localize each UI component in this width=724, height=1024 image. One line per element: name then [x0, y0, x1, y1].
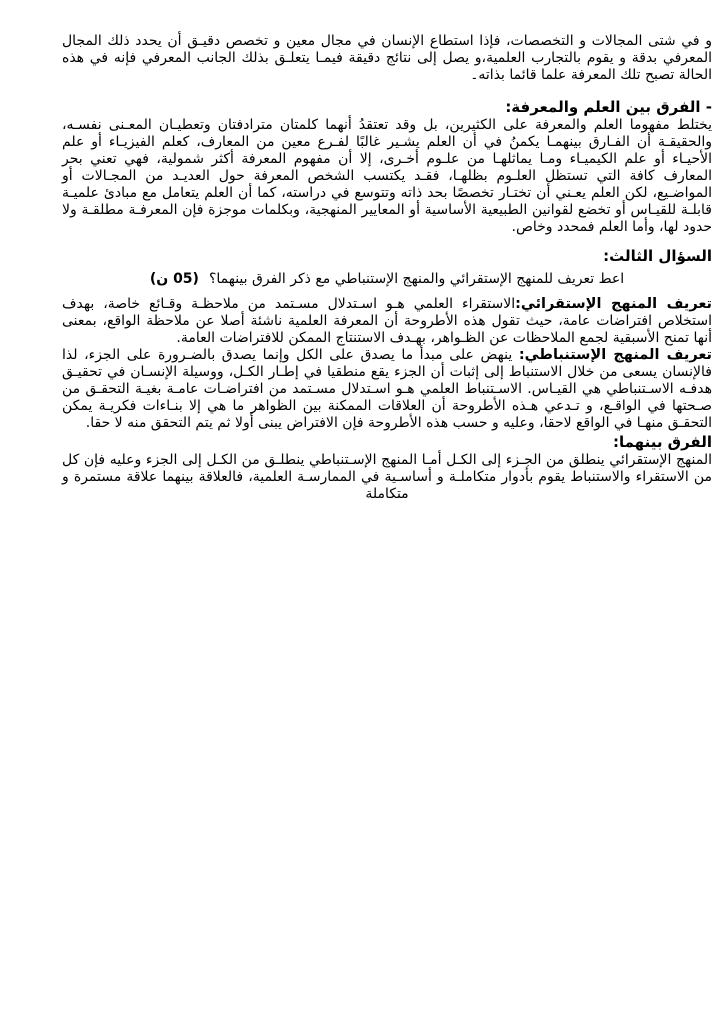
deductive-definition-label: تعريف المنهج الإستنباطي:: [518, 347, 712, 363]
difference-paragraph: المنهج الإستقرائي ينطلق من الجـزء إلى الكـل أمـا المنهج الإسـتنباطي ينطلـق من الكـل إلى الجزء وعليه فإن كل من الاستقراء والاستنباط يقوم بأدوار متكاملـة و أساسـية في الممارسـة العلمية، فالعلاقة بينهما علاقة مستمرة و متكاملة: [62, 452, 712, 502]
question-three-heading: السؤال الثالث:: [603, 247, 712, 265]
deductive-definition-paragraph: [62, 347, 712, 432]
difference-heading: الفرق بينهما:: [612, 433, 712, 451]
science-vs-knowledge-heading: - الفرق بين العلم والمعرفة:: [505, 98, 712, 116]
science-vs-knowledge-paragraph: يختلط مفهوما العلم والمعرفة على الكثيرين، بل وقد تعتقدُ أنهما كلمتان مترادفتان وتعطيـان المعـنى نفسـه، والحقيقـة أن الفـارق بينهمـا يكمنُ في أن العلم يشـير غالبًا لفـرع معين من المعارف، كعلم الفيزيـاء أو علم الأحيـاء أو علم الكيميـاء ومـا يماثلهـا من علـوم أخـرى، إلا أن مفهوم المعرفة أكثر شمولية، فهي تعني بحر المعارف كافة التي تستظل العلـوم بظلهـا، فقـد يكتسب الشخص المعرفة حول العديـد من المجـالات أو المواضـيع، لكن العلم يعـني أن تختـار تخصصًا بحد ذاته وتتوسع في دراسته، كما أن العلم يتعامل مع مبادئ علميـة قابلـة للقيـاس أو تخضع لقوانين الطبيعية الأساسية أو المعايير المنهجية، وبكلمات موجزة فإن المعرفـة مطلقـة ولا حدود لها، وأما العلم فمحدد وخاص.: [62, 117, 712, 235]
deductive-definition-text: ينهض على مبدأ ما يصدق على الكل وإنما يصدق بالضـرورة على الجزء، لذا فالإنسان يسعى من خلال الاستنباط إلى إثبات أن الجزء يقع منطقيا في إطـار الكـل، ووسيلة الإنسـان في تحقيـق هدفـه الاسـتنباطي هي القيـاس. الاسـتنباط العلمي هـو اسـتدلال مسـتمد من افتراضـات عامـة بغيـة التحقـق من صـحتها في الواقـع، و تـدعي هـذه الأطروحة أن العلاقات الممكنة بين الظواهر ما هي إلا بنـاءات فكريـة يمكن التحقـق منهـا في الواقع لاحقا، وعليه و حسب هذه الأطروحة فإن الافتراض يبنى أولا ثم يتم التحقق منه لا حقا.: [62, 347, 712, 431]
intro-paragraph: و في شتى المجالات و التخصصات، فإذا استطاع الإنسان في مجال معين و تخصص دقيـق أن يحدد ذلك المجال المعرفي بدقة و يقوم بالتجارب العلمية،و يصل إلى نتائج دقيقة فيمـا يتعلـق بذلك الجانب المعرفي فإنه في هذه الحالة تصبح تلك المعرفة علما قائما بذاته۔: [62, 33, 712, 83]
question-points: (05 ن): [149, 271, 199, 287]
question-prompt: اعط تعريف للمنهج الإستقرائي والمنهج الإستنباطي مع ذكر الفرق بينهما؟: [208, 271, 625, 287]
inductive-definition-text: الاستقراء العلمي هـو اسـتدلال مسـتمد من ملاحظـة وقـائع خاصة، بهدف استخلاص افتراضات عامة، حيث تقول هذه الأطروحة أن المعرفة العلمية ناشئة أصلا عن ملاحظة الواقع، بمعنى أنها تمنح الأسبقية لجمع الملاحظات عن الظـواهر، بهـدف الاستنتاج الممكن للافتراضات العامة.: [62, 296, 712, 346]
inductive-definition-label: تعريف المنهج الإستقرائي:: [515, 296, 713, 312]
question-line: [62, 271, 712, 288]
inductive-definition-paragraph: [62, 296, 712, 347]
